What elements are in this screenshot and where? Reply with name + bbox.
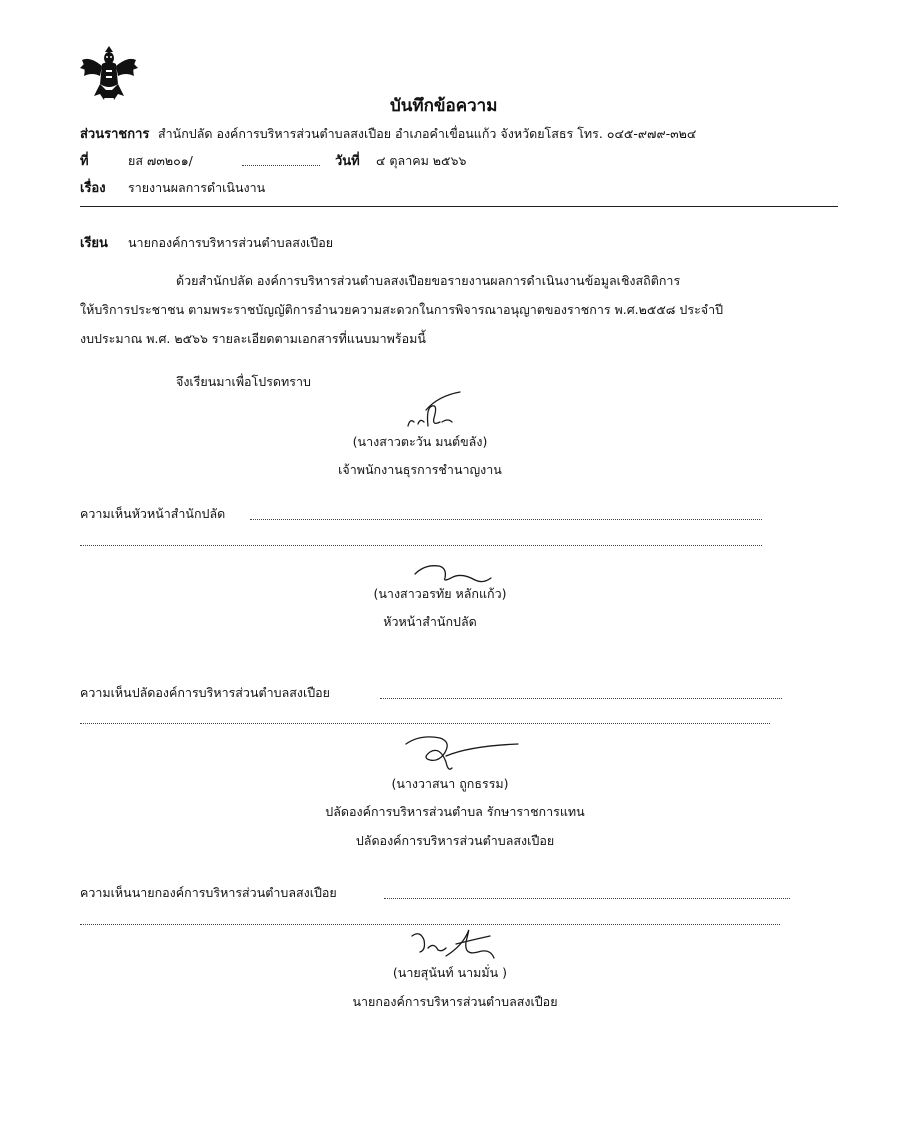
body-line-1: ด้วยสำนักปลัด องค์การบริหารส่วนตำบลสงเปือยขอรายงานผลการดำเนินงานข้อมูลเชิงสถิติการ xyxy=(176,273,681,288)
agency-value: สำนักปลัด องค์การบริหารส่วนตำบลสงเปือย อำเภอคำเขื่อนแก้ว จังหวัดยโสธร โทร. ๐๔๕-๙๗๙-๓๒๔ xyxy=(158,126,697,141)
subject-value: รายงานผลการดำเนินงาน xyxy=(128,180,266,195)
signer-2-position: หัวหน้าสำนักปลัด xyxy=(383,614,477,629)
ref-label: ที่ xyxy=(80,154,89,169)
signature-4 xyxy=(406,922,516,968)
ref-value: ยส ๗๓๒๐๑/ xyxy=(128,153,193,168)
to-label: เรียน xyxy=(80,236,108,251)
signer-2-name: (นางสาวอรทัย หลักแก้ว) xyxy=(373,586,507,601)
memo-title: บันทึกข้อความ xyxy=(390,96,498,116)
opinion-2-dotted-line-1 xyxy=(380,698,782,699)
date-value: ๔ ตุลาคม ๒๕๖๖ xyxy=(376,153,467,168)
signer-1-position: เจ้าพนักงานธุรการชำนาญงาน xyxy=(338,462,502,477)
closing-text: จึงเรียนมาเพื่อโปรดทราบ xyxy=(176,374,311,389)
signer-3-name: (นางวาสนา ถูกธรรม) xyxy=(391,776,509,791)
opinion-2-dotted-line-2 xyxy=(80,723,770,724)
opinion-1-label: ความเห็นหัวหน้าสำนักปลัด xyxy=(80,506,226,521)
to-value: นายกองค์การบริหารส่วนตำบลสงเปือย xyxy=(128,235,334,250)
ref-dotted-line xyxy=(242,165,320,166)
date-label: วันที่ xyxy=(335,154,360,169)
signer-1-name: (นางสาวตะวัน มนต์ขลัง) xyxy=(352,434,488,449)
opinion-2-label: ความเห็นปลัดองค์การบริหารส่วนตำบลสงเปือย xyxy=(80,685,330,700)
agency-label: ส่วนราชการ xyxy=(80,127,150,142)
body-line-2: ให้บริการประชาชน ตามพระราชบัญญัติการอำนวยความสะดวกในการพิจารณาอนุญาตของราชการ พ.ศ.๒๕๕๘ ประจำปี xyxy=(80,302,724,317)
signer-3-position-1: ปลัดองค์การบริหารส่วนตำบล รักษาราชการแทน xyxy=(325,804,585,819)
signer-4-name: (นายสุนันท์ นามมั่น ) xyxy=(392,965,508,980)
signature-2 xyxy=(405,552,505,588)
subject-label: เรื่อง xyxy=(80,181,106,196)
opinion-3-label: ความเห็นนายกองค์การบริหารส่วนตำบลสงเปือย xyxy=(80,885,337,900)
signature-1 xyxy=(368,388,468,436)
garuda-emblem-icon xyxy=(80,46,138,104)
signer-4-position: นายกองค์การบริหารส่วนตำบลสงเปือย xyxy=(352,994,558,1009)
header-divider xyxy=(80,206,838,207)
signer-3-position-2: ปลัดองค์การบริหารส่วนตำบลสงเปือย xyxy=(355,833,555,848)
body-line-3: งบประมาณ พ.ศ. ๒๕๖๖ รายละเอียดตามเอกสารที่แนบมาพร้อมนี้ xyxy=(80,331,426,346)
opinion-1-dotted-line-1 xyxy=(250,519,762,520)
opinion-1-dotted-line-2 xyxy=(80,545,762,546)
opinion-3-dotted-line-1 xyxy=(384,898,790,899)
